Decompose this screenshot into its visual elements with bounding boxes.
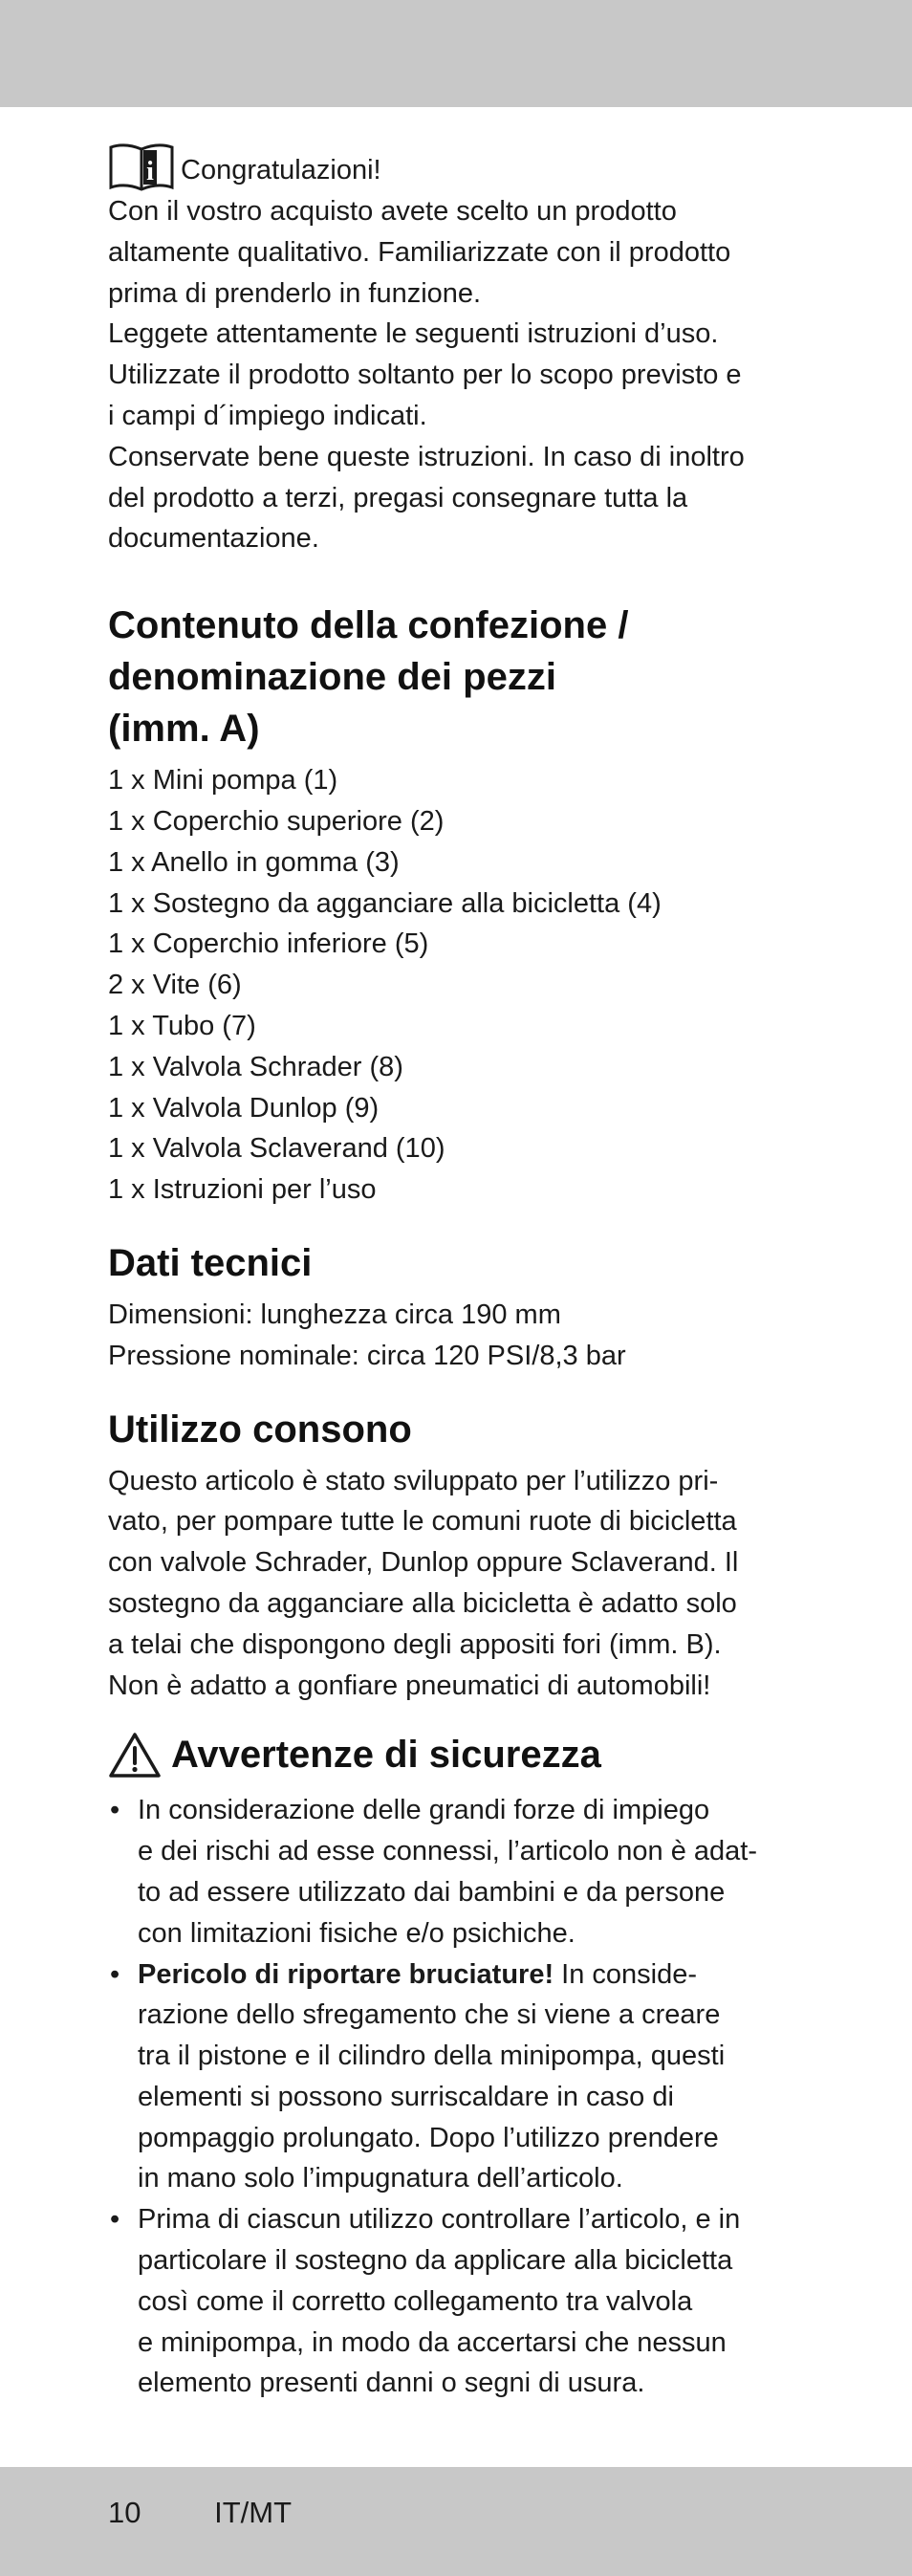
intro-line: Leggete attentamente le seguenti istruzioni d’uso. xyxy=(108,318,719,350)
safety-line: to ad essere utilizzato dai bambini e da persone xyxy=(138,1876,726,1908)
tech-line: Pressione nominale: circa 120 PSI/8,3 bar xyxy=(108,1340,626,1371)
list-item: 1 x Coperchio superiore (2) xyxy=(108,805,445,837)
intro-heading-row xyxy=(108,142,808,191)
contents-heading-line: (imm. A) xyxy=(108,708,260,751)
safety-bullet-bold-lead: Pericolo di riportare bruciature! xyxy=(138,1958,554,1990)
page-number: 10 xyxy=(108,2496,141,2529)
safety-line: razione dello sfregamento che si viene a creare xyxy=(138,1999,721,2031)
intro-line: Con il vostro acquisto avete scelto un prodotto xyxy=(108,196,677,227)
use-heading: Utilizzo consono xyxy=(108,1408,412,1451)
safety-line: tra il pistone e il cilindro della minipompa, questi xyxy=(138,2041,726,2072)
list-item: 1 x Valvola Sclaverand (10) xyxy=(108,1133,445,1165)
list-item: 1 x Valvola Dunlop (9) xyxy=(108,1092,380,1124)
intro-line: Utilizzate il prodotto soltanto per lo scopo previsto e xyxy=(108,360,742,391)
safety-line: così come il corretto collegamento tra valvola xyxy=(138,2285,693,2317)
info-book-icon xyxy=(108,142,175,191)
contents-heading-line: denominazione dei pezzi xyxy=(108,656,556,699)
intro-line: prima di prenderlo in funzione. xyxy=(108,277,482,309)
list-item: 1 x Coperchio inferiore (5) xyxy=(108,928,429,960)
contents-heading-line: Contenuto della confezione / xyxy=(108,604,629,647)
safety-line: In conside- xyxy=(554,1958,698,1990)
safety-line: pompaggio prolungato. Dopo l’utilizzo prendere xyxy=(138,2122,719,2153)
safety-line: e dei rischi ad esse connessi, l’articolo non è adat- xyxy=(138,1836,758,1867)
safety-line: in mano solo l’impugnatura dell’articolo. xyxy=(138,2163,623,2194)
intro-line: documentazione. xyxy=(108,523,319,555)
safety-bullet xyxy=(108,1790,808,1954)
page-content xyxy=(108,142,808,2404)
tech-line: Dimensioni: lunghezza circa 190 mm xyxy=(108,1299,561,1330)
intro-line: Conservate bene queste istruzioni. In caso di inoltro xyxy=(108,441,745,472)
use-line: vato, per pompare tutte le comuni ruote di bicicletta xyxy=(108,1506,737,1538)
contents-list xyxy=(108,760,808,1211)
list-item: 1 x Valvola Schrader (8) xyxy=(108,1051,403,1082)
svg-text:i: i xyxy=(146,157,154,186)
contents-heading xyxy=(108,600,808,754)
intro-line: del prodotto a terzi, pregasi consegnare tutta la xyxy=(108,482,688,513)
safety-line: con limitazioni fisiche e/o psichiche. xyxy=(138,1917,575,1949)
safety-bullet xyxy=(108,1954,808,2200)
tech-heading: Dati tecnici xyxy=(108,1241,313,1284)
intro-line: altamente qualitativo. Familiarizzate con il prodotto xyxy=(108,236,731,268)
list-item: 1 x Mini pompa (1) xyxy=(108,765,338,797)
page-footer xyxy=(108,2496,292,2530)
list-item: 1 x Tubo (7) xyxy=(108,1010,256,1041)
safety-line: elemento presenti danni o segni di usura. xyxy=(138,2368,645,2399)
list-item: 1 x Sostegno da agganciare alla bicicletta (4) xyxy=(108,887,662,919)
use-line: sostegno da agganciare alla bicicletta è adatto solo xyxy=(108,1587,737,1619)
use-line: con valvole Schrader, Dunlop oppure Sclaverand. Il xyxy=(108,1547,739,1579)
safety-line: elementi si possono surriscaldare in caso di xyxy=(138,2081,674,2112)
header-band xyxy=(0,0,912,107)
safety-list xyxy=(108,1790,808,2404)
safety-line: particolare il sostegno da applicare alla bicicletta xyxy=(138,2245,733,2277)
use-line: a telai che dispongono degli appositi fori (imm. B). xyxy=(108,1628,722,1660)
list-item: 1 x Istruzioni per l’uso xyxy=(108,1174,377,1206)
safety-line: e minipompa, in modo da accertarsi che nessun xyxy=(138,2326,727,2358)
safety-heading-text: Avvertenze di sicurezza xyxy=(171,1734,601,1777)
list-item: 2 x Vite (6) xyxy=(108,970,242,1001)
safety-line: Prima di ciascun utilizzo controllare l’articolo, e in xyxy=(138,2204,741,2236)
intro-heading: Congratulazioni! xyxy=(181,155,381,186)
language-code: IT/MT xyxy=(214,2496,293,2529)
warning-triangle-icon xyxy=(108,1731,162,1779)
safety-bullet xyxy=(108,2199,808,2404)
use-line: Questo articolo è stato sviluppato per l’utilizzo pri- xyxy=(108,1465,719,1496)
intro-text xyxy=(108,191,808,559)
safety-heading xyxy=(108,1729,808,1780)
use-line: Non è adatto a gonfiare pneumatici di automobili! xyxy=(108,1670,711,1701)
intro-line: i campi d´impiego indicati. xyxy=(108,400,427,431)
list-item: 1 x Anello in gomma (3) xyxy=(108,846,400,878)
safety-line: In considerazione delle grandi forze di impiego xyxy=(138,1795,710,1826)
